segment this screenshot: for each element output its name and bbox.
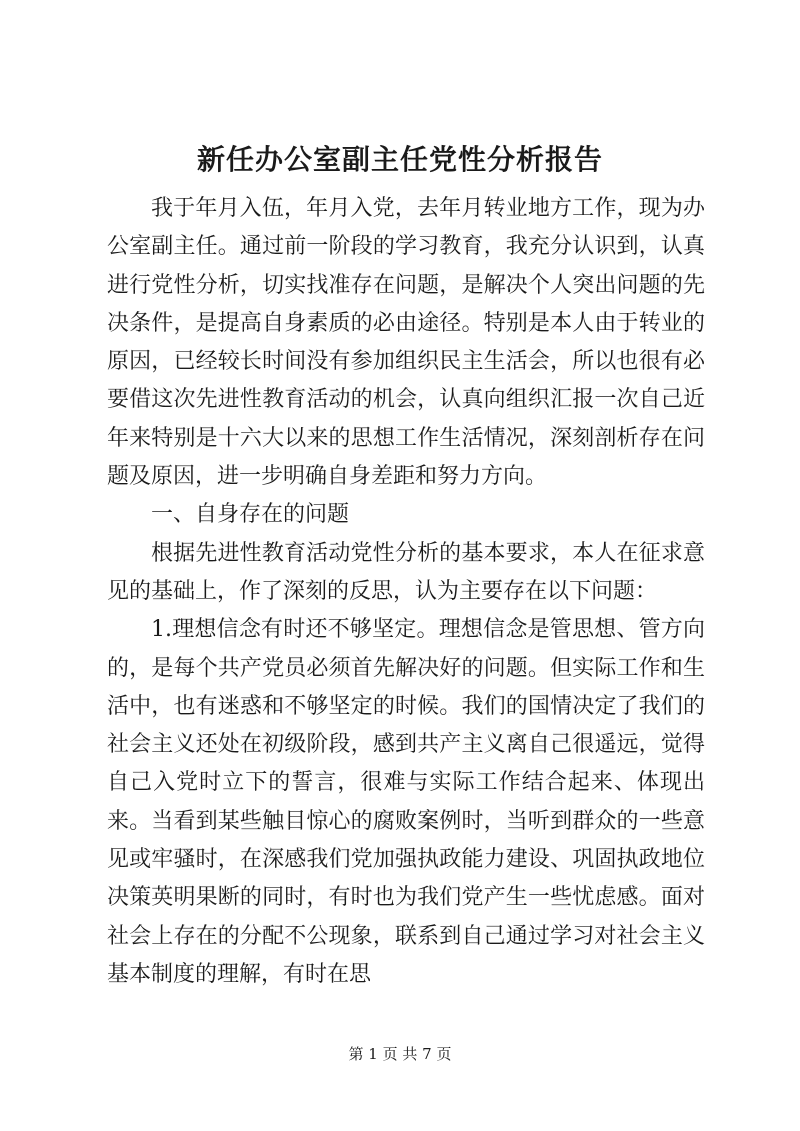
paragraph-intro: 我于年月入伍，年月入党，去年月转业地方工作，现为办公室副主任。通过前一阶段的学习教育，我充分认识到，认真进行党性分析，切实找准存在问题，是解决个人突出问题的先决条件，是提高自身素质的必由途径。特别是本人由于转业的原因，已经较长时间没有参加组织民主生活会，所以也很有必要借这次先进性教育活动的机会，认真向组织汇报一次自己近年来特别是十六大以来的思想工作生活情况，深刻剖析存在问题及原因，进一步明确自身差距和努力方向。 bbox=[107, 196, 705, 490]
page-number: 第 1 页 共 7 页 bbox=[348, 1045, 452, 1063]
paragraph-item-1: 1.理想信念有时还不够坚定。理想信念是管思想、管方向的，是每个共产党员必须首先解决好的问题。但实际工作和生活中，也有迷惑和不够坚定的时候。我们的国情决定了我们的社会主义还处在初级阶段，感到共产主义离自己很遥远，觉得自己入党时立下的誓言，很难与实际工作结合起来、体现出来。当看到某些触目惊心的腐败案例时，当听到群众的一些意见或牢骚时，在深感我们党加强执政能力建设、巩固执政地位决策英明果断的同时，有时也为我们党产生一些忧虑感。面对社会上存在的分配不公现象，联系到自己通过学习对社会主义基本制度的理解，有时在思 bbox=[107, 617, 705, 987]
paragraph-basis: 根据先进性教育活动党性分析的基本要求，本人在征求意见的基础上，作了深刻的反思，认为主要存在以下问题： bbox=[107, 540, 705, 604]
document-title: 新任办公室副主任党性分析报告 bbox=[196, 143, 603, 176]
section-heading: 一、自身存在的问题 bbox=[151, 502, 350, 528]
document-body bbox=[107, 190, 705, 994]
